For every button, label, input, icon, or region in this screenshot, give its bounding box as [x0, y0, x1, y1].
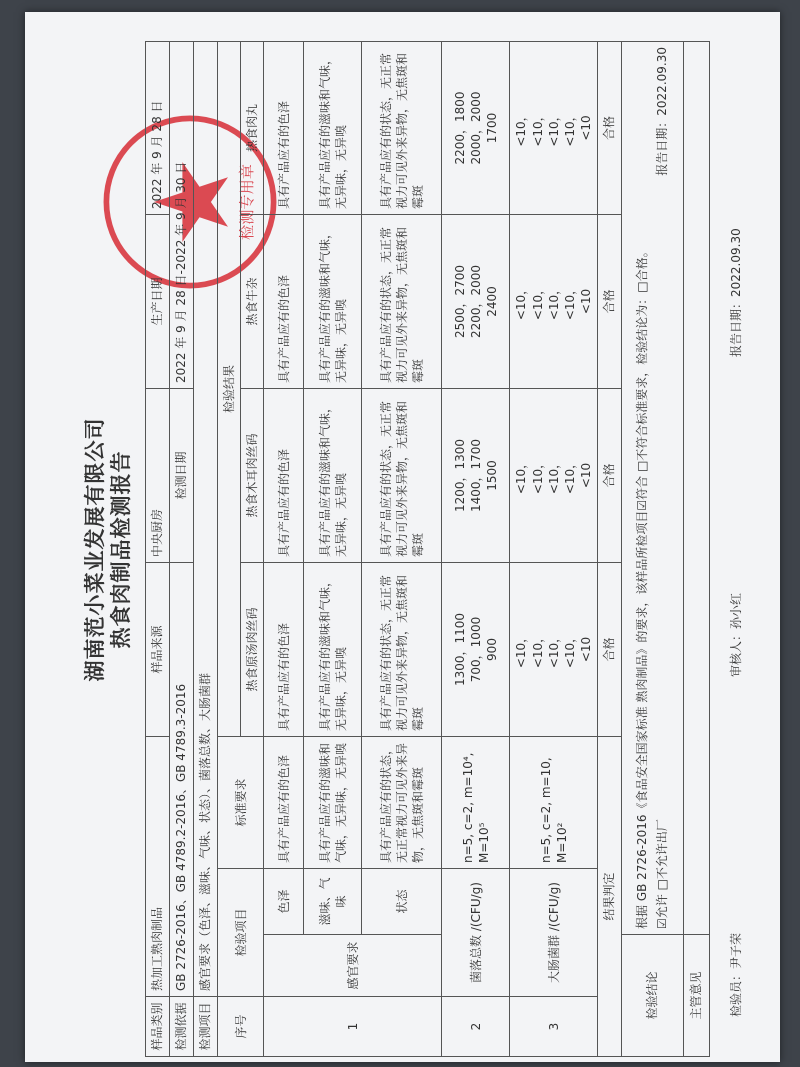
sample-4: 热食肉丸: [241, 42, 264, 215]
state-item: 状态: [362, 869, 442, 935]
color-item: 色泽: [264, 869, 304, 935]
colony-std: n=5, c=2, m=10⁴, M=10⁵: [442, 737, 510, 869]
coliform-row: [510, 42, 598, 1057]
inspector: 检验员：尹子荣: [729, 932, 743, 1017]
category-value: 热加工熟肉制品: [146, 737, 170, 997]
color-res-4: 具有产品应有的色泽: [264, 42, 304, 215]
judge-value-4: 合格: [598, 42, 621, 215]
conclusion-meta: [654, 47, 670, 929]
col-result: 检验结果: [218, 42, 241, 737]
color-row: [264, 42, 304, 1057]
report-table: [145, 41, 710, 1057]
color-res-3: 具有产品应有的色泽: [264, 215, 304, 389]
source-value: 中央厨房: [146, 389, 170, 563]
conclusion-row: [621, 42, 683, 1057]
coliform-no: 3: [510, 997, 598, 1057]
basis-label: 检测依据: [170, 997, 194, 1057]
state-std: 具有产品应有的状态，无正常视力可见外来异物，无焦斑和霉斑: [362, 737, 442, 869]
coliform-std: n=5, c=2, m=10, M=10²: [510, 737, 598, 869]
sensory-group: 感官要求: [264, 935, 442, 997]
sensory-no: 1: [264, 997, 442, 1057]
judge-label: 结果判定: [598, 737, 621, 1057]
state-res-3: 具有产品应有的状态，无正常视力可见外来异物，无焦斑和霉斑: [362, 215, 442, 389]
taste-item: 滋味、气味: [304, 869, 362, 935]
taste-std: 具有产品应有的滋味和气味，无异味，无异嗅: [304, 737, 362, 869]
category-label: 样品类别: [146, 997, 170, 1057]
state-res-2: 具有产品应有的状态，无正常视力可见外来异物，无焦斑和霉斑: [362, 389, 442, 563]
judge-row: [598, 42, 621, 1057]
judge-value-1: 合格: [598, 563, 621, 737]
test-date-label: 检测日期: [170, 389, 194, 563]
inspection-report: [65, 42, 755, 1057]
taste-res-1: 具有产品应有的滋味和气味，无异味，无异嗅: [304, 563, 362, 737]
info-row-3: [194, 42, 218, 1057]
color-res-1: 具有产品应有的色泽: [264, 563, 304, 737]
prod-date-label: 生产日期: [146, 215, 170, 389]
items-label: 检测项目: [194, 997, 218, 1057]
coliform-res-2: <10， <10， <10， <10， <10: [510, 389, 598, 563]
taste-res-4: 具有产品应有的滋味和气味，无异味，无异嗅: [304, 42, 362, 215]
director-value: [683, 42, 709, 935]
col-item: 检验项目: [218, 869, 264, 997]
prod-date-value: 2022 年 9 月 28 日: [146, 42, 170, 215]
taste-res-3: 具有产品应有的滋味和气味，无异味，无异嗅: [304, 215, 362, 389]
state-row: [362, 42, 442, 1057]
reviewer: 审核人：孙小红: [729, 592, 743, 677]
company-title: 湖南范小菜业发展有限公司: [82, 417, 107, 682]
state-res-4: 具有产品应有的状态，无正常视力可见外来异物，无焦斑和霉斑: [362, 42, 442, 215]
colony-res-1: 1300，1100 700，1000 900: [442, 563, 510, 737]
judge-value-2: 合格: [598, 389, 621, 563]
paper-sheet: [25, 12, 780, 1062]
info-row-1: [146, 42, 170, 1057]
coliform-res-1: <10， <10， <10， <10， <10: [510, 563, 598, 737]
items-value: 感官要求（色泽、滋味、气味、状态）、菌落总数、大肠菌群: [194, 42, 218, 997]
colony-item: 菌落总数 /(CFU/g): [442, 869, 510, 997]
judge-value-3: 合格: [598, 215, 621, 389]
coliform-item: 大肠菌群 /(CFU/g): [510, 869, 598, 997]
colony-res-2: 1200，1300 1400，1700 1500: [442, 389, 510, 563]
conclusion-cell: [621, 42, 683, 935]
sample-3: 热食牛杂: [241, 215, 264, 389]
taste-res-2: 具有产品应有的滋味和气味，无异味，无异嗅: [304, 389, 362, 563]
svg-text:检测专用章: 检测专用章: [237, 164, 256, 240]
colony-row: [442, 42, 510, 1057]
taste-row: [304, 42, 362, 1057]
colony-res-4: 2200，1800 2000，2000 1700: [442, 42, 510, 215]
test-date-value: 2022 年 9 月 28 日-2022 年 9 月 30 日: [170, 42, 194, 389]
col-std: 标准要求: [218, 737, 264, 869]
col-no: 序号: [218, 997, 264, 1057]
info-row-2: [170, 42, 194, 1057]
report-title: 热食肉制品检测报告: [108, 450, 133, 649]
conclusion-report-date: 报告日期：2022.09.30: [655, 47, 669, 176]
colony-no: 2: [442, 997, 510, 1057]
release-option: ☑允许 □不允许出厂: [655, 819, 669, 929]
basis-value: GB 2726-2016、GB 4789.2-2016、GB 4789.3-2016: [170, 563, 194, 997]
header-row: [218, 42, 241, 1057]
director-row: [683, 42, 709, 1057]
report-date: 报告日期：2022.09.30: [729, 228, 743, 357]
source-label: 样品来源: [146, 563, 170, 737]
director-label: 主管意见: [683, 935, 709, 1057]
sample-1: 热食原汤肉丝码: [241, 563, 264, 737]
colony-res-3: 2500，2700 2200，2000 2400: [442, 215, 510, 389]
state-res-1: 具有产品应有的状态，无正常视力可见外来异物，无焦斑和霉斑: [362, 563, 442, 737]
conclusion-text: 根据 GB 2726-2016《食品安全国家标准 熟肉制品》的要求，该样品所检项目☑符合 □不符合标准要求，检验结论为：□合格。: [634, 245, 649, 929]
coliform-res-3: <10， <10， <10， <10， <10: [510, 215, 598, 389]
color-std: 具有产品应有的色泽: [264, 737, 304, 869]
coliform-res-4: <10， <10， <10， <10， <10: [510, 42, 598, 215]
conclusion-label: 检验结论: [621, 935, 683, 1057]
sample-2: 热食木耳肉丝码: [241, 389, 264, 563]
color-res-2: 具有产品应有的色泽: [264, 389, 304, 563]
